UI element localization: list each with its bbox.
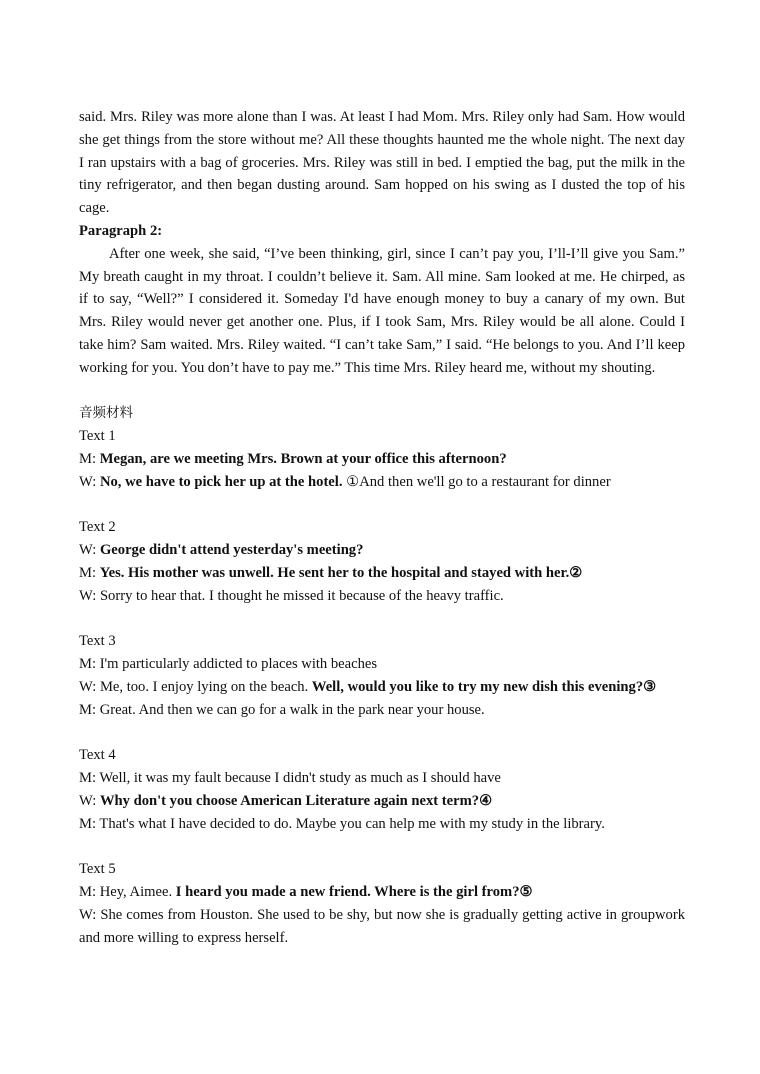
transcript-text-1 (79, 425, 685, 493)
key-sentence: Yes. His mother was unwell. He sent her to the hospital and stayed with her.② (99, 564, 583, 581)
transcript-line (79, 585, 685, 608)
audio-transcripts (79, 425, 685, 949)
transcript-text-4 (79, 744, 685, 835)
key-sentence: Well, would you like to try my new dish this evening?③ (311, 678, 657, 695)
speaker-label: M: (79, 564, 100, 581)
plain-sentence: I'm particularly addicted to places with beaches (99, 656, 378, 673)
transcript-line (79, 676, 685, 699)
transcript-text-5 (79, 858, 685, 949)
plain-sentence: Well, it was my fault because I didn't study as much as I should have (99, 770, 501, 787)
transcript-line (79, 448, 685, 471)
spacer (79, 380, 685, 403)
transcript-line (79, 471, 685, 494)
transcript-text-2 (79, 516, 685, 607)
speaker-label: W: (79, 587, 100, 604)
plain-sentence: Sorry to hear that. I thought he missed it because of the heavy traffic. (99, 587, 504, 604)
transcript-line (79, 881, 685, 904)
speaker-label: M: (79, 815, 100, 832)
transcript-line (79, 653, 685, 676)
transcript-text-3 (79, 630, 685, 721)
plain-sentence: Great. And then we can go for a walk in the park near your house. (99, 701, 485, 718)
speaker-label: W: (79, 542, 100, 559)
transcript-line (79, 767, 685, 790)
transcript-title: Text 3 (79, 633, 116, 650)
plain-sentence: Me, too. I enjoy lying on the beach. (99, 678, 312, 695)
paragraph-2-text: After one week, she said, “I’ve been thinking, girl, since I can’t pay you, I’ll-I’ll give you Sam.” My breath caught in my throat. I couldn’t believe it. Sam. All mine. Sam looked at me. He chirped, as if to say, “Well?” I considered it. Someday I'd have enough money to buy a canary of my own. But Mrs. Riley would never get another one. Plus, if I took Sam, Mrs. Riley would be all alone. Could I take him? Sam waited. Mrs. Riley waited. “I can’t take Sam,” I said. “He belongs to you. And I’ll keep working for you. You don’t have to pay me.” This time Mrs. Riley heard me, without my shouting. (79, 245, 685, 376)
key-sentence: Why don't you choose American Literature again next term?④ (99, 792, 493, 809)
transcript-line (79, 562, 685, 585)
transcript-title: Text 5 (79, 861, 116, 878)
speaker-label: W: (79, 906, 101, 923)
plain-sentence: That's what I have decided to do. Maybe you can help me with my study in the library. (99, 815, 605, 832)
audio-material-heading: 音频材料 (79, 405, 133, 422)
transcript-title: Text 4 (79, 747, 116, 764)
spacer (79, 608, 685, 631)
plain-sentence: She comes from Houston. She used to be shy, but now she is gradually getting active in groupwork and more willing to express herself. (79, 906, 686, 946)
transcript-title: Text 2 (79, 519, 116, 536)
key-sentence: No, we have to pick her up at the hotel. (99, 473, 347, 490)
speaker-label: M: (79, 884, 100, 901)
speaker-label: M: (79, 450, 100, 467)
spacer (79, 494, 685, 517)
speaker-label: W: (79, 678, 100, 695)
transcript-line (79, 904, 685, 950)
paragraph-1-text: said. Mrs. Riley was more alone than I was. At least I had Mom. Mrs. Riley only had Sam. How would she get things from the store without me? All these thoughts haunted me the whole night. The next day I ran upstairs with a bag of groceries. Mrs. Riley was still in bed. I emptied the bag, put the milk in the tiny refrigerator, and then began dusting around. Sam hopped on his swing as I dusted the top of his cage. (79, 109, 685, 217)
transcript-line (79, 813, 685, 836)
spacer (79, 836, 685, 859)
speaker-label: M: (79, 770, 100, 787)
speaker-label: M: (79, 656, 100, 673)
speaker-label: M: (79, 701, 100, 718)
spacer (79, 722, 685, 745)
document-page (79, 106, 685, 949)
speaker-label: W: (79, 473, 100, 490)
key-sentence: Megan, are we meeting Mrs. Brown at your office this afternoon? (99, 450, 507, 467)
transcript-title: Text 1 (79, 428, 116, 445)
key-sentence: George didn't attend yesterday's meeting? (99, 542, 364, 559)
paragraph-2-heading: Paragraph 2: (79, 222, 163, 239)
key-sentence: I heard you made a new friend. Where is the girl from?⑤ (175, 884, 533, 901)
plain-sentence: ①And then we'll go to a restaurant for dinner (346, 473, 611, 490)
transcript-line (79, 699, 685, 722)
transcript-line (79, 790, 685, 813)
plain-sentence: Hey, Aimee. (99, 884, 176, 901)
speaker-label: W: (79, 792, 100, 809)
transcript-line (79, 539, 685, 562)
